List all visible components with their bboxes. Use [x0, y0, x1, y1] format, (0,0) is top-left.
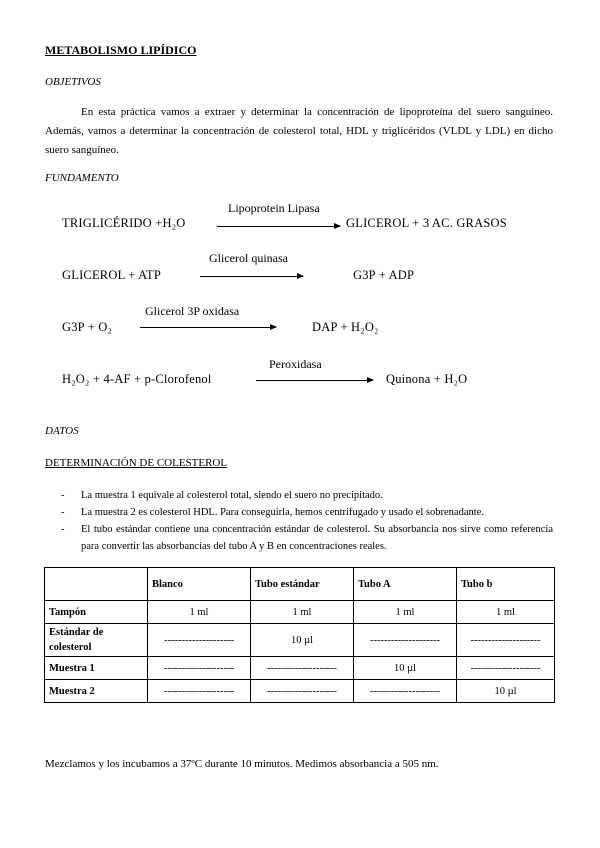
- table-cell: --------------------: [457, 657, 555, 680]
- table-header-row: [45, 568, 555, 601]
- table-row: [45, 657, 555, 680]
- table-header-cell: [45, 568, 148, 601]
- reaction-4-enzyme: Peroxidasa: [269, 357, 322, 371]
- bullet-list: [45, 487, 553, 555]
- reaction-1-products: GLICEROL + 3 AC. GRASOS: [346, 216, 507, 230]
- table-cell: 10 µl: [457, 680, 555, 703]
- list-item: [45, 504, 553, 521]
- reaction-4-reactants: H₂O₂ + 4-AF + p-Clorofenol: [62, 372, 212, 386]
- list-item: [45, 487, 553, 504]
- table-header-cell: Blanco: [148, 568, 251, 601]
- objetivos-paragraph: En esta práctica vamos a extraer y determinar la concentración de lipoproteína del suero sanguíneo. Además, vamos a determinar la concentración de colesterol total, HDL y triglicéridos (VLDL y LDL) en dicho suero sanguíneo.: [45, 106, 553, 156]
- reaction-2-arrow-icon: [200, 276, 303, 277]
- table-cell: --------------------: [251, 657, 354, 680]
- list-item: [45, 521, 553, 555]
- reaction-4-arrow-icon: [256, 380, 373, 381]
- reaction-2-reactants: GLICEROL + ATP: [62, 268, 161, 282]
- table-row-label: Muestra 2: [45, 680, 148, 703]
- incubation-note: Mezclamos y los incubamos a 37ºC durante 10 minutos. Medimos absorbancia a 505 nm.: [45, 758, 439, 770]
- table-cell: --------------------: [148, 624, 251, 657]
- reaction-2-products: G3P + ADP: [353, 268, 415, 282]
- page-title: METABOLISMO LIPÍDICO: [45, 43, 197, 57]
- reaction-1-arrow-icon: [217, 226, 340, 227]
- table-cell: --------------------: [148, 680, 251, 703]
- table-row: [45, 624, 555, 657]
- objetivos-heading: OBJETIVOS: [45, 76, 101, 88]
- bullet-dash: -: [61, 507, 65, 518]
- table-row-label: Muestra 1: [45, 657, 148, 680]
- bullet-text: La muestra 1 equivale al colesterol total, siendo el suero no precipitado.: [81, 490, 383, 501]
- reaction-1-enzyme: Lipoprotein Lipasa: [228, 201, 320, 215]
- reaction-1-reactants: TRIGLICÉRIDO +H₂O: [62, 216, 186, 230]
- reaction-4-products: Quinona + H₂O: [386, 372, 468, 386]
- reaction-3-enzyme: Glicerol 3P oxidasa: [145, 304, 240, 318]
- reaction-2-enzyme: Glicerol quinasa: [209, 251, 288, 265]
- table-cell: --------------------: [251, 680, 354, 703]
- table-cell: 1 ml: [457, 601, 555, 624]
- table-cell: 1 ml: [251, 601, 354, 624]
- reaction-3-products: DAP + H₂O₂: [312, 320, 379, 334]
- table-cell: 10 µl: [251, 624, 354, 657]
- table-header-cell: Tubo A: [354, 568, 457, 601]
- table-row-label: Tampón: [45, 601, 148, 624]
- table-row-label: Estándar de colesterol: [45, 624, 148, 657]
- table-cell: 1 ml: [148, 601, 251, 624]
- table-cell: --------------------: [354, 680, 457, 703]
- bullet-dash: -: [61, 524, 65, 535]
- reaction-3-reactants: G3P + O₂: [62, 320, 113, 334]
- datos-heading: DATOS: [45, 425, 79, 437]
- bullet-text: El tubo estándar contiene una concentración estándar de colesterol. Su absorbancia nos sirve como referencia para convertir las absorbancias del tubo A y B en concentraciones reales.: [81, 524, 553, 552]
- table-cell: 10 µl: [354, 657, 457, 680]
- fundamento-heading: FUNDAMENTO: [45, 172, 119, 184]
- table-cell: --------------------: [354, 624, 457, 657]
- bullet-dash: -: [61, 490, 65, 501]
- reaction-3-arrow-icon: [140, 327, 276, 328]
- table-cell: --------------------: [457, 624, 555, 657]
- table-cell: 1 ml: [354, 601, 457, 624]
- table-header-cell: Tubo estándar: [251, 568, 354, 601]
- bullet-text: La muestra 2 es colesterol HDL. Para conseguirla, hemos centrifugado y usado el sobrenadante.: [81, 507, 484, 518]
- table-row: [45, 680, 555, 703]
- table-cell: --------------------: [148, 657, 251, 680]
- colesterol-heading: DETERMINACIÓN DE COLESTEROL: [45, 457, 228, 469]
- table-header-cell: Tubo b: [457, 568, 555, 601]
- table-row: [45, 601, 555, 624]
- colesterol-table: [44, 567, 555, 703]
